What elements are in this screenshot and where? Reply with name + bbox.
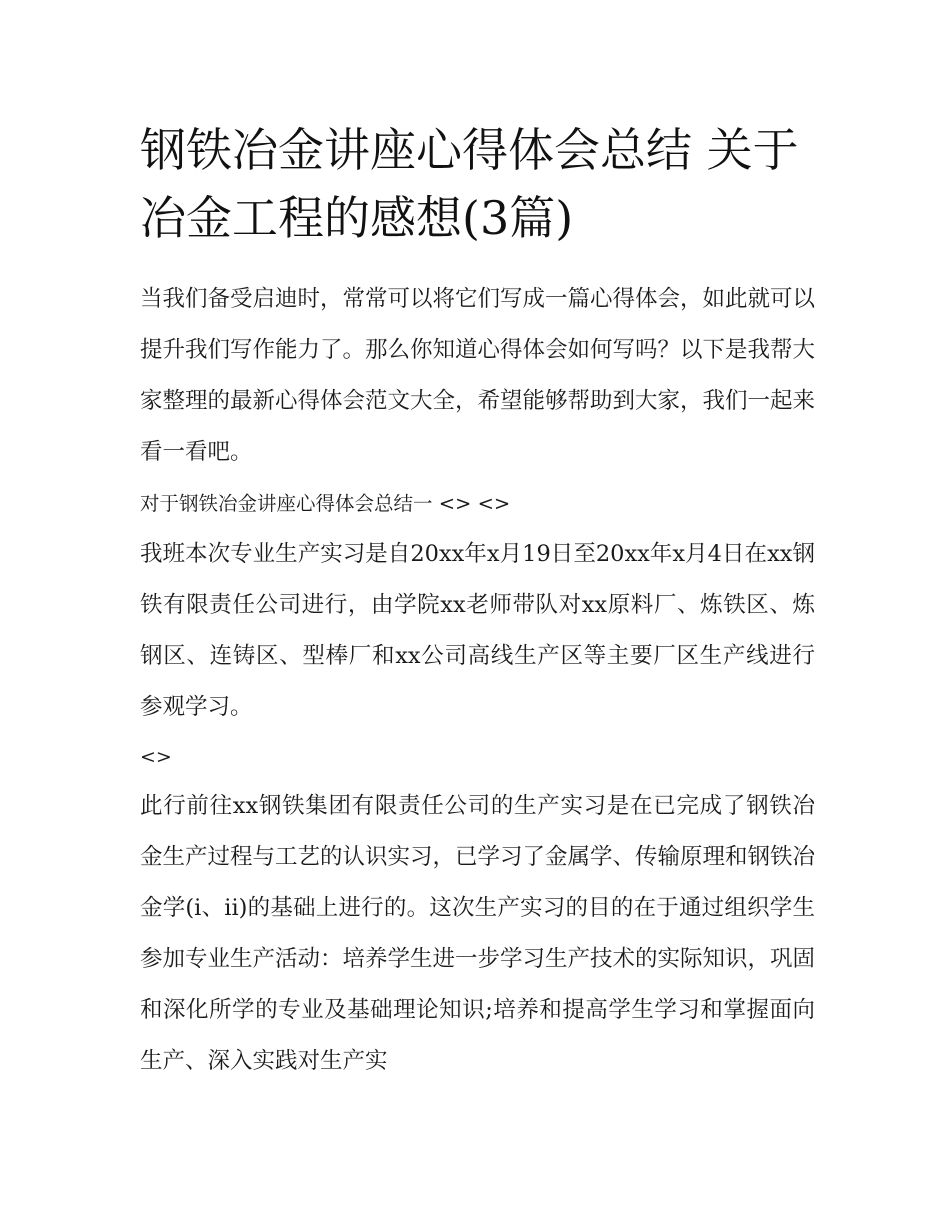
- placeholder-marker: <>: [140, 746, 172, 768]
- document-body: [140, 116, 815, 1087]
- document-title: 钢铁冶金讲座心得体会总结 关于冶金工程的感想(3篇): [140, 123, 799, 245]
- section-heading: 对于钢铁冶金讲座心得体会总结一 <> <>: [140, 492, 511, 515]
- body-paragraph-1: 我班本次专业生产实习是自20xx年x月19日至20xx年x月4日在xx钢铁有限责任公司进行，由学院xx老师带队对xx原料厂、炼铁区、炼钢区、连铸区、型棒厂和xx公司高线生产区等主要厂区生产线进行参观学习。: [140, 541, 815, 720]
- body-paragraph-2: 此行前往xx钢铁集团有限责任公司的生产实习是在已完成了钢铁冶金生产过程与工艺的认识实习，已学习了金属学、传输原理和钢铁冶金学(i、ii)的基础上进行的。这次生产实习的目的在于通过组织学生参加专业生产活动：培养学生进一步学习生产技术的实际知识，巩固和深化所学的专业及基础理论知识;培养和提高学生学习和掌握面向生产、深入实践对生产实: [140, 793, 816, 1074]
- intro-paragraph: 当我们备受启迪时，常常可以将它们写成一篇心得体会，如此就可以提升我们写作能力了。那么你知道心得体会如何写吗？以下是我帮大家整理的最新心得体会范文大全，希望能够帮助到大家，我们一起来看一看吧。: [140, 286, 816, 465]
